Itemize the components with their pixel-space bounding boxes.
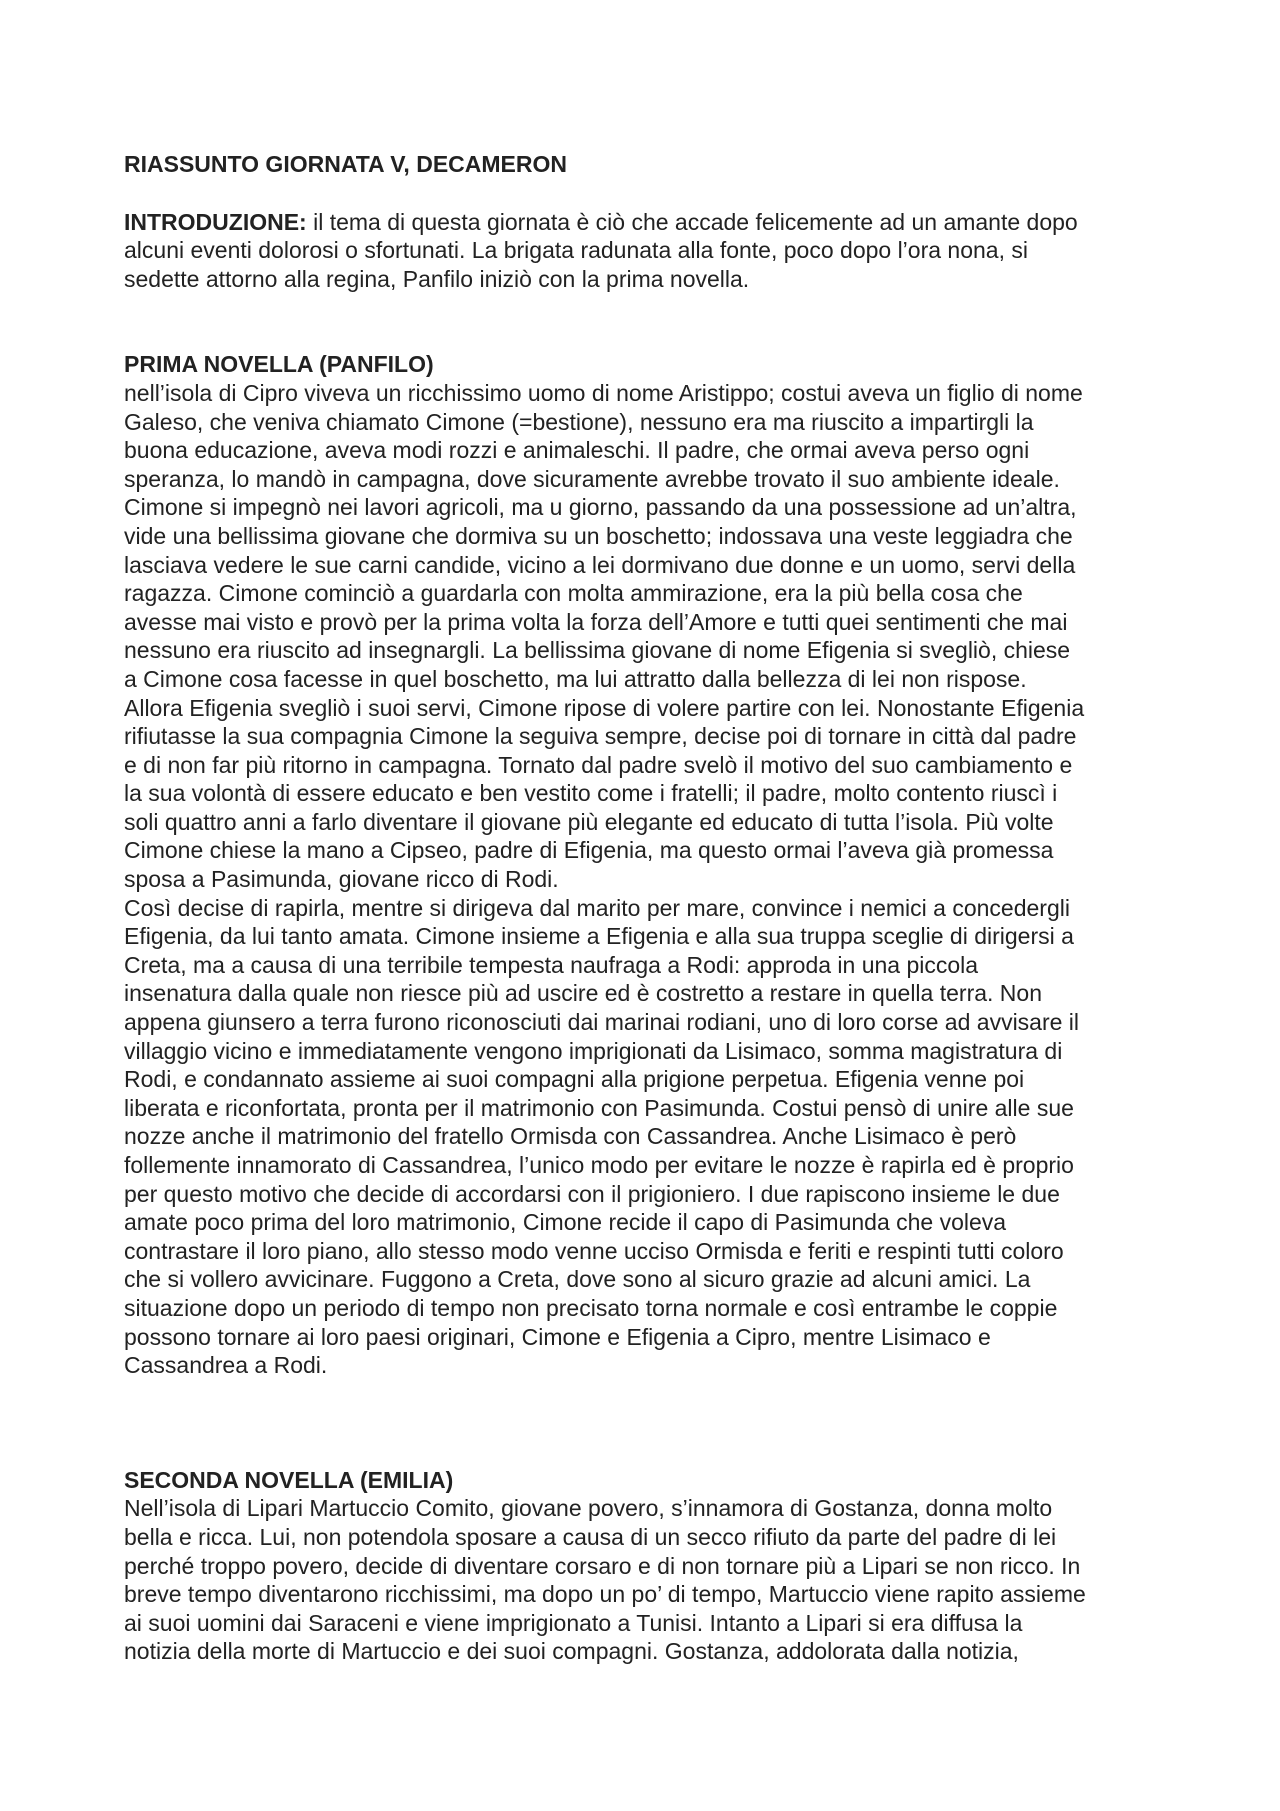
body-text-line: nozze anche il matrimonio del fratello Ormisda con Cassandrea. Anche Lisimaco è però: [124, 1123, 1017, 1150]
body-text-line: rifiutasse la sua compagnia Cimone la seguiva sempre, decise poi di tornare in città dal padre: [124, 723, 1077, 750]
body-text-line: buona educazione, aveva modi rozzi e animaleschi. Il padre, che ormai aveva perso ogni: [124, 437, 1030, 464]
body-text-line: ai suoi uomini dai Saraceni e viene imprigionato a Tunisi. Intanto a Lipari si era diffusa la: [124, 1609, 1023, 1636]
section-body: [124, 379, 1174, 1380]
body-text-line: insenatura dalla quale non riesce più ad uscire ed è costretto a restare in quella terra. Non: [124, 980, 1042, 1007]
intro-line-3: sedette attorno alla regina, Panfilo iniziò con la prima novella.: [124, 265, 750, 292]
body-text-line: Creta, ma a causa di una terribile tempesta naufraga a Rodi: approda in una piccola: [124, 951, 979, 978]
body-text-line: possono tornare ai loro paesi originari, Cimone e Efigenia a Cipro, mentre Lisimaco e: [124, 1323, 991, 1350]
body-text-line: Allora Efigenia svegliò i suoi servi, Cimone ripose di volere partire con lei. Nonostante Efigenia: [124, 694, 1085, 721]
intro-line-1: [124, 208, 1174, 237]
intro-label: INTRODUZIONE:: [124, 208, 307, 235]
body-text-line: nessuno era riuscito ad insegnargli. La bellissima giovane di nome Efigenia si svegliò, chiese: [124, 637, 1071, 664]
document-title: RIASSUNTO GIORNATA V, DECAMERON: [124, 151, 567, 177]
body-text-line: e di non far più ritorno in campagna. Tornato dal padre svelò il motivo del suo cambiamento e: [124, 751, 1073, 778]
body-text-line: breve tempo diventarono ricchissimi, ma dopo un po’ di tempo, Martuccio viene rapito assieme: [124, 1581, 1086, 1608]
section-seconda-novella: [124, 1466, 1174, 1666]
document-page: [124, 150, 1174, 1666]
body-text-line: nell’isola di Cipro viveva un ricchissimo uomo di nome Aristippo; costui aveva un figlio di nome: [124, 379, 1083, 406]
body-text-line: appena giunsero a terra furono riconosciuti dai marinai rodiani, uno di loro corse ad avvisare il: [124, 1009, 1080, 1036]
intro-line-2: alcuni eventi dolorosi o sfortunati. La brigata radunata alla fonte, poco dopo l’ora nona, si: [124, 237, 1028, 264]
body-text-line: vide una bellissima giovane che dormiva su un boschetto; indossava una veste leggiadra che: [124, 522, 1073, 549]
body-text-line: soli quattro anni a farlo diventare il giovane più elegante ed educato di tutta l’isola. Più volte: [124, 808, 1054, 835]
body-text-line: amate poco prima del loro matrimonio, Cimone recide il capo di Pasimunda che voleva: [124, 1209, 1007, 1236]
section-heading: SECONDA NOVELLA (EMILIA): [124, 1466, 454, 1493]
body-text-line: villaggio vicino e immediatamente vengono imprigionati da Lisimaco, somma magistratura di: [124, 1037, 1063, 1064]
body-text-line: speranza, lo mandò in campagna, dove sicuramente avrebbe trovato il suo ambiente ideale.: [124, 465, 1060, 492]
body-text-line: Cassandrea a Rodi.: [124, 1352, 328, 1379]
body-text-line: Efigenia, da lui tanto amata. Cimone insieme a Efigenia e alla sua truppa sceglie di dirigersi a: [124, 923, 1074, 950]
body-text-line: per questo motivo che decide di accordarsi con il prigioniero. I due rapiscono insieme le due: [124, 1180, 1060, 1207]
section-body: [124, 1494, 1174, 1666]
body-text-line: situazione dopo un periodo di tempo non precisato torna normale e così entrambe le coppie: [124, 1294, 1058, 1321]
body-text-line: Cimone chiese la mano a Cipseo, padre di Efigenia, ma questo ormai l’aveva già promessa: [124, 837, 1054, 864]
section-heading: PRIMA NOVELLA (PANFILO): [124, 351, 434, 378]
body-text-line: liberata e riconfortata, pronta per il matrimonio con Pasimunda. Costui pensò di unire alle sue: [124, 1094, 1074, 1121]
body-text-line: Rodi, e condannato assieme ai suoi compagni alla prigione perpetua. Efigenia venne poi: [124, 1066, 1025, 1093]
body-text-line: Così decise di rapirla, mentre si dirigeva dal marito per mare, convince i nemici a concedergli: [124, 894, 1070, 921]
introduction-paragraph: [124, 208, 1174, 294]
body-text-line: contrastare il loro piano, allo stesso modo venne ucciso Ormisda e feriti e respinti tutti coloro: [124, 1237, 1064, 1264]
body-text-line: ragazza. Cimone cominciò a guardarla con molta ammirazione, era la più bella cosa che: [124, 580, 1023, 607]
body-text-line: follemente innamorato di Cassandrea, l’unico modo per evitare le nozze è rapirla ed è proprio: [124, 1152, 1074, 1178]
body-text-line: lasciava vedere le sue carni candide, vicino a lei dormivano due donne e un uomo, servi della: [124, 551, 1076, 578]
body-text-line: Cimone si impegnò nei lavori agricoli, ma u giorno, passando da una possessione ad un’altra,: [124, 494, 1077, 521]
body-text-line: avesse mai visto e provò per la prima volta la forza dell’Amore e tutti quei sentimenti che mai: [124, 608, 1068, 635]
body-text-line: Nell’isola di Lipari Martuccio Comito, giovane povero, s’innamora di Gostanza, donna molto: [124, 1495, 1053, 1522]
body-text-line: sposa a Pasimunda, giovane ricco di Rodi.: [124, 866, 559, 893]
section-prima-novella: [124, 350, 1174, 1379]
intro-text: il tema di questa giornata è ciò che accade felicemente ad un amante dopo: [306, 208, 1078, 235]
body-text-line: la sua volontà di essere educato e ben vestito come i fratelli; il padre, molto contento riuscì i: [124, 780, 1058, 807]
body-text-line: perché troppo povero, decide di diventare corsaro e di non tornare più a Lipari se non ricco. In: [124, 1552, 1081, 1579]
body-text-line: bella e ricca. Lui, non potendola sposare a causa di un secco rifiuto da parte del padre di lei: [124, 1523, 1057, 1550]
body-text-line: a Cimone cosa facesse in quel boschetto, ma lui attratto dalla bellezza di lei non rispose.: [124, 665, 1027, 692]
body-text-line: notizia della morte di Martuccio e dei suoi compagni. Gostanza, addolorata dalla notizia,: [124, 1638, 1019, 1665]
body-text-line: Galeso, che veniva chiamato Cimone (=bestione), nessuno era ma riuscito a impartirgli la: [124, 408, 1034, 435]
body-text-line: che si vollero avvicinare. Fuggono a Creta, dove sono al sicuro grazie ad alcuni amici. La: [124, 1266, 1031, 1293]
